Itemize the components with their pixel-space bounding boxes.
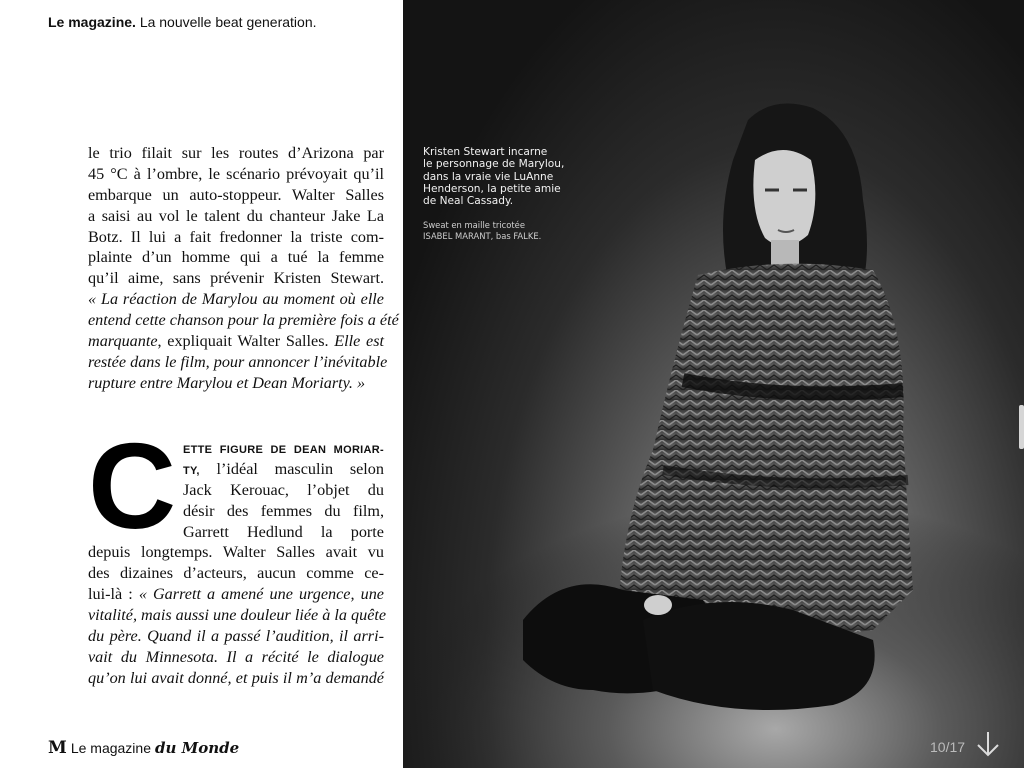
quote-line: restée dans le film, pour annoncer l’inévitable [88, 352, 388, 371]
logo-m: M [48, 738, 67, 758]
quote-line: « La réaction de Marylou au moment où elle [88, 290, 384, 309]
quote-line: rupture entre Marylou et Dean Moriarty. » [88, 373, 366, 392]
article-paragraph-2 [88, 418, 387, 689]
article-line: depuis longtemps. Walter Salles avait vu [88, 543, 384, 562]
lead-line: TY, l’idéal masculin selon [183, 459, 384, 478]
drop-cap: C [88, 418, 177, 554]
article-line: le trio filait sur les routes d’Arizona par [88, 144, 384, 162]
article-line: lui-là : « Garrett a amené une urgence, une [88, 585, 384, 604]
lead-line: ETTE FIGURE DE DEAN MORIAR- [183, 444, 384, 456]
magazine-logo [48, 738, 239, 758]
article-line: Garrett Hedlund la porte [183, 522, 384, 541]
logo-text: Le magazine [70, 740, 151, 756]
photo-illustration [403, 0, 1024, 768]
article-line: Botz. Il lui a fait fredonner la triste com- [88, 227, 384, 246]
article-line: a saisi au vol le talent du chanteur Jake La [88, 206, 384, 225]
section-title: Le magazine. [48, 14, 136, 30]
article-line: embarque un auto-stoppeur. Walter Salles [88, 185, 384, 204]
quote-line: marquante, expliquait Walter Salles. Elle est [88, 332, 384, 351]
quote-line: du père. Quand il a passé l’audition, il arri- [88, 627, 384, 646]
caption-credit: Sweat en maille tricotée ISABEL MARANT, bas FALKE. [423, 220, 542, 241]
quote-line: vait du Minnesota. Il a récité le dialogue [88, 647, 384, 666]
scrollbar-thumb[interactable] [1019, 405, 1024, 449]
quote-line: vitalité, mais aussi une douleur liée à la quête [88, 606, 387, 625]
page-indicator: 10/17 [930, 739, 966, 755]
article-line: 45 °C à l’ombre, le scénario prévoyait qu’il [88, 164, 384, 183]
article-paragraph-1 [88, 143, 399, 394]
article-line: plainte d’un homme qui a tué la femme [88, 248, 384, 267]
article-line: désir des femmes du film, [183, 501, 384, 520]
quote-line: entend cette chanson pour la première fois a été [88, 311, 399, 330]
logo-monde: du Monde [155, 739, 240, 757]
section-header [48, 14, 317, 30]
article-line: Jack Kerouac, l’objet du [183, 480, 384, 499]
arrow-down-icon[interactable] [975, 730, 1001, 758]
article-line: qu’il aime, sans prévenir Kristen Stewart. [88, 269, 384, 288]
section-subtitle: La nouvelle beat generation. [139, 14, 317, 30]
article-page [0, 0, 403, 768]
quote-line: qu’on lui avait donné, et puis il m’a demandé [88, 668, 384, 687]
photo-caption [423, 146, 598, 241]
portrait-photo [403, 0, 1024, 768]
article-line: des dizaines d’acteurs, aucun comme ce- [88, 564, 384, 583]
caption-text: Kristen Stewart incarne le personnage de Marylou, dans la vraie vie LuAnne Henderson, la petite amie de Neal Cassady. [423, 146, 565, 208]
